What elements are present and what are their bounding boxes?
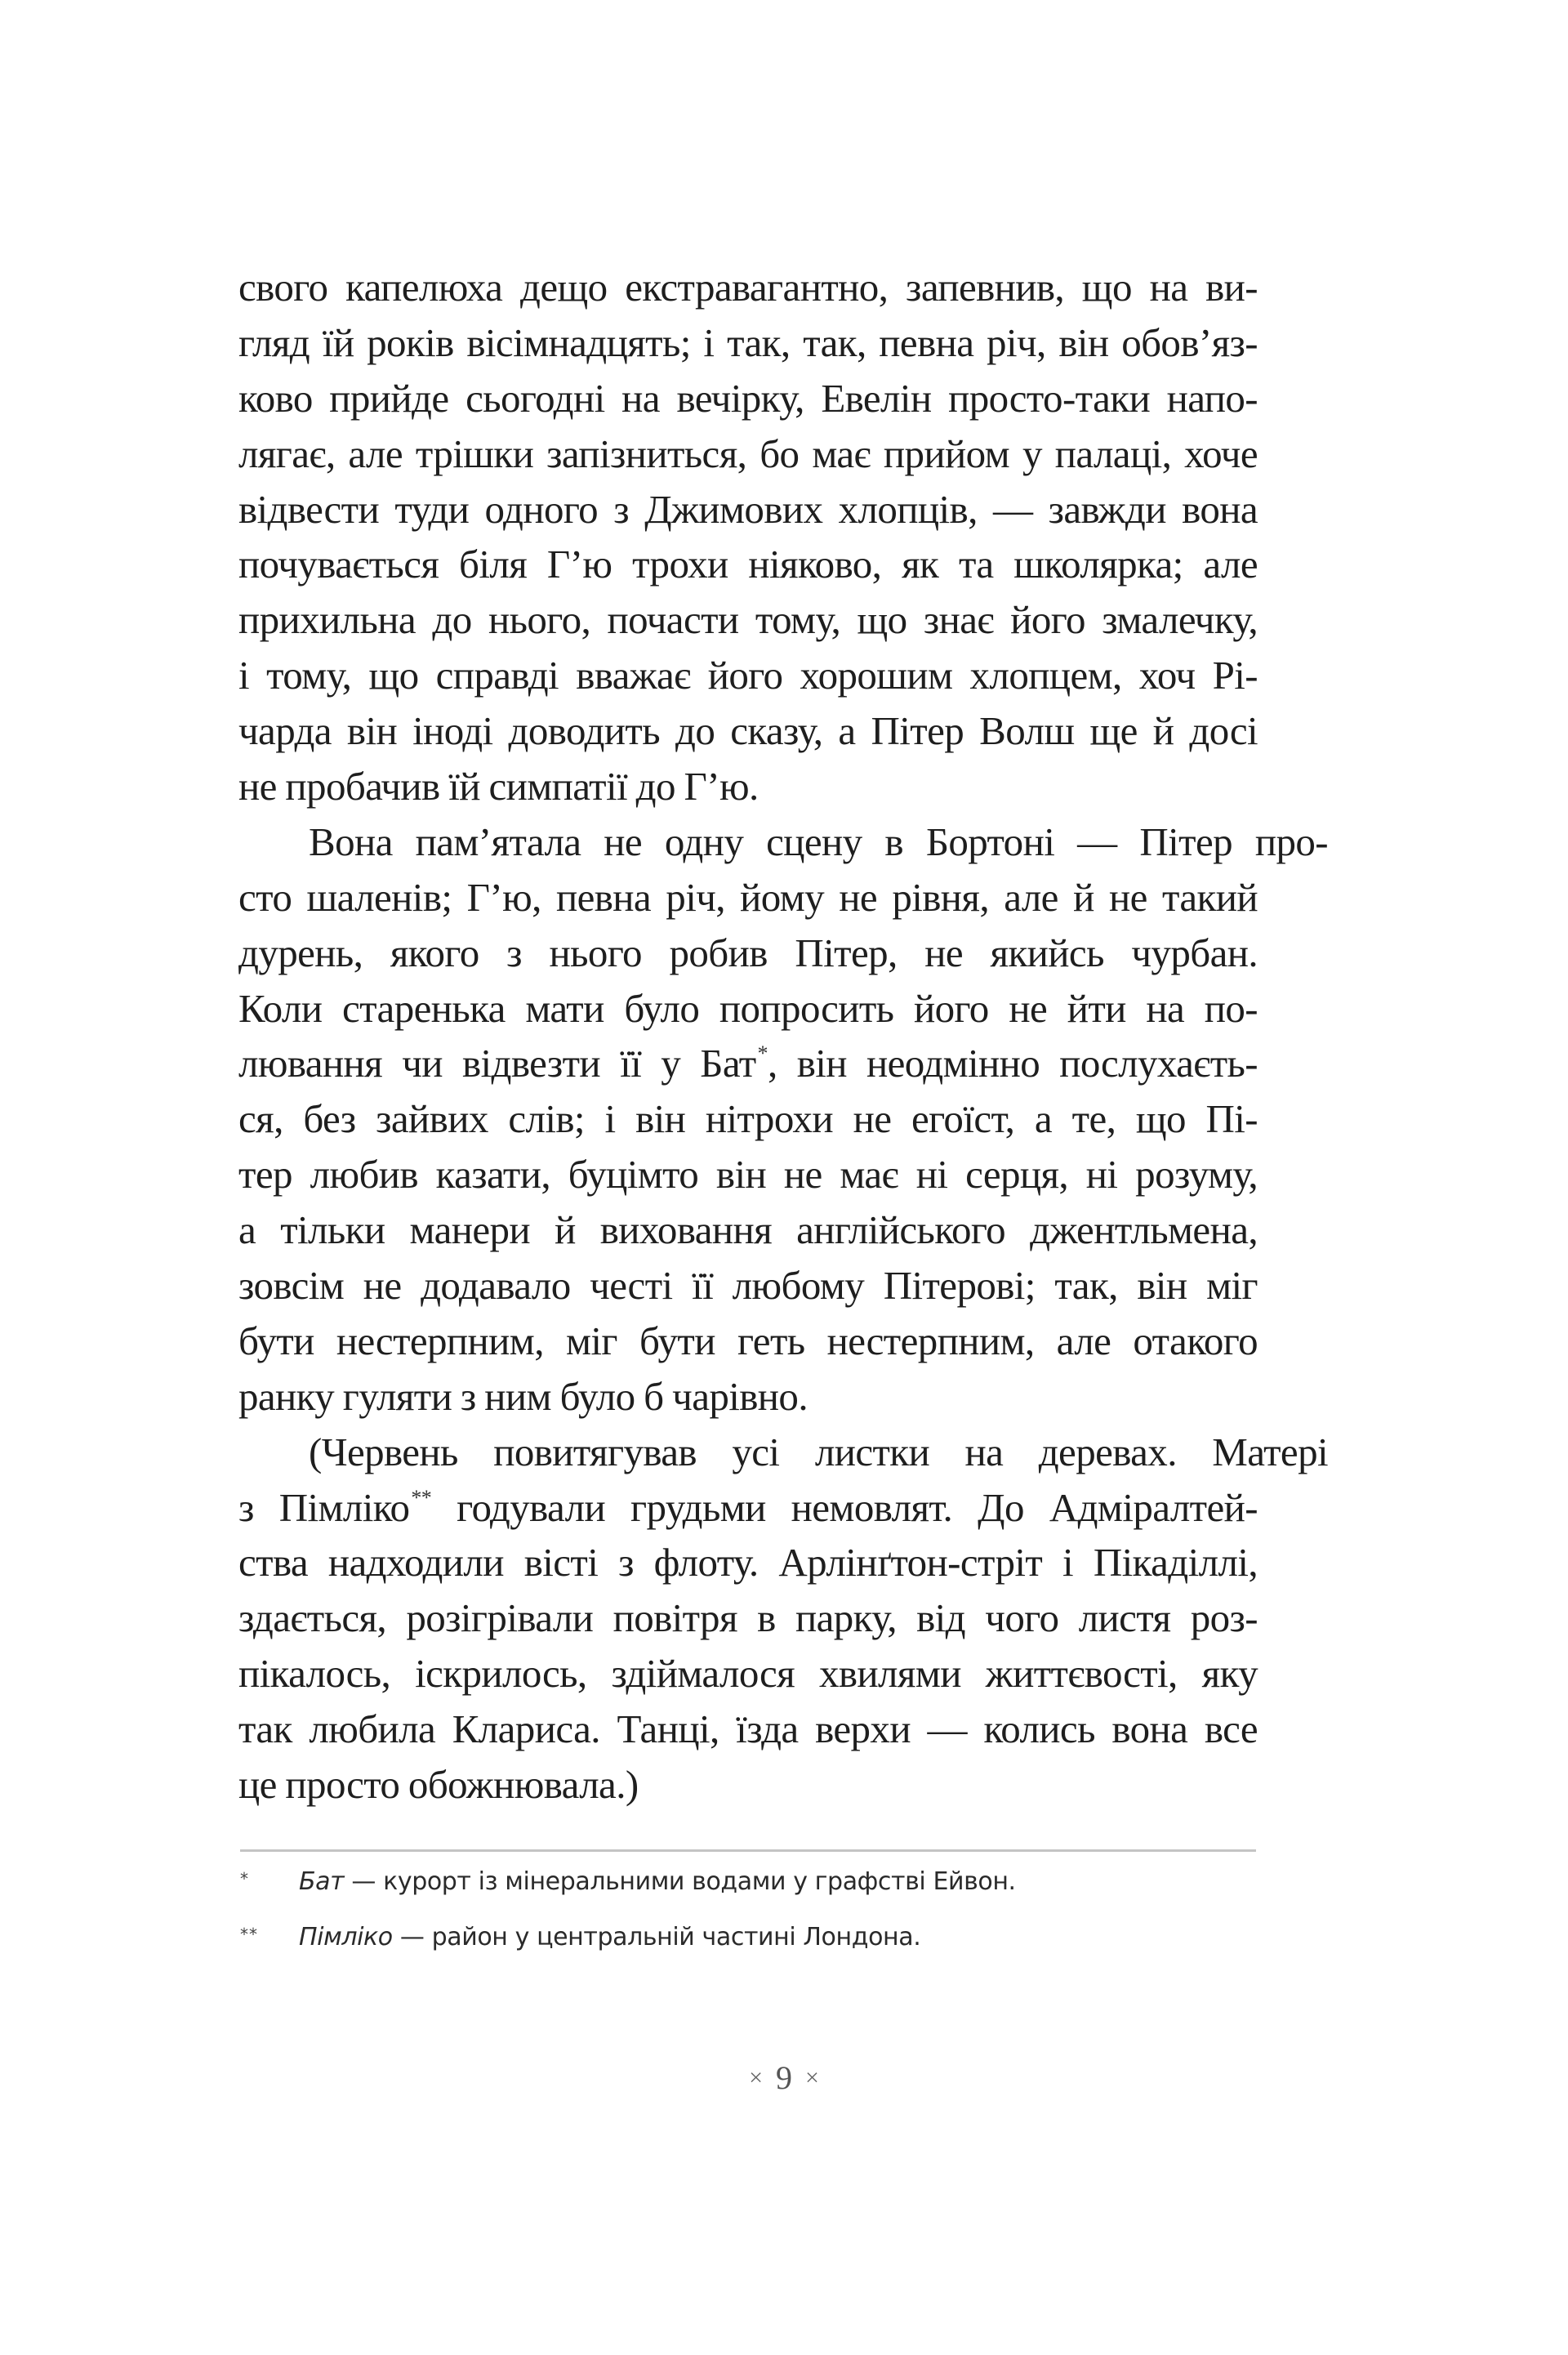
page-number xyxy=(0,2058,1568,2097)
text-line: (Червень повитягував усі листки на деревах. Матері xyxy=(309,1429,1328,1474)
footnote-definition: — курорт із мінеральними водами у графстві Ейвон. xyxy=(344,1867,1016,1896)
paragraph-3 xyxy=(238,1425,1328,1813)
text-line: не пробачив їй симпатії до Г’ю. xyxy=(238,764,759,810)
text-line xyxy=(238,1480,1258,1536)
text-line: це просто обожнювала.) xyxy=(238,1762,639,1808)
text-line: тер любив казати, буцімто він не має ні серця, ні розуму, xyxy=(238,1152,1258,1198)
text-line: і тому, що справді вважає його хорошим хлопцем, хоч Рі- xyxy=(238,653,1258,698)
text-line: бути нестерпним, міг бути геть нестерпним, але отакого xyxy=(238,1318,1258,1363)
footnote-divider xyxy=(240,1849,1256,1852)
text-line: почувається біля Г’ю трохи ніяково, як та школярка; але xyxy=(238,542,1258,587)
text-segment: , він неодмінно послухаєть- xyxy=(767,1041,1258,1086)
text-line: ранку гуляти з ним було б чарівно. xyxy=(238,1373,808,1419)
text-line: сто шаленів; Г’ю, певна річ, йому не рівня, але й не такий xyxy=(238,874,1258,920)
footnote-text xyxy=(299,1864,1016,1900)
text-segment: лювання чи відвезти її у Бат xyxy=(238,1041,756,1086)
text-line: здається, розігрівали повітря в парку, від чого листя роз- xyxy=(238,1595,1258,1641)
text-line: відвести туди одного з Джимових хлопців, — завжди вона xyxy=(238,486,1258,532)
footnote-marker: * xyxy=(240,1869,249,1889)
footnote-term: Бат xyxy=(299,1867,345,1896)
footnote-ref-1[interactable]: * xyxy=(757,1041,768,1066)
text-line xyxy=(238,1036,1258,1091)
text-line: прихильна до нього, почасти тому, що знає його змалечку, xyxy=(238,597,1258,643)
text-line: Вона пам’ятала не одну сцену в Бортоні — Пітер про- xyxy=(309,818,1328,864)
text-line: зовсім не додавало честі її любому Пітерові; так, він міг xyxy=(238,1263,1258,1309)
text-line: дурень, якого з нього робив Пітер, не якийсь чурбан. xyxy=(238,930,1258,975)
footnote-definition: — район у центральній частині Лондона. xyxy=(392,1923,921,1951)
text-line: ково прийде сьогодні на вечірку, Евелін просто-таки напо- xyxy=(238,375,1258,421)
footnote-ref-2[interactable]: ** xyxy=(411,1485,432,1510)
text-line: лягає, але трішки запізниться, бо має прийом у палаці, хоче xyxy=(238,430,1258,476)
ornament-right-icon: × xyxy=(805,2064,819,2091)
footnotes xyxy=(240,1864,1256,1975)
text-line: так любила Клариса. Танці, їзда верхи — колись вона все xyxy=(238,1706,1258,1752)
text-segment: годували грудьми немовлят. До Адміралтей- xyxy=(431,1484,1258,1530)
text-line: ся, без зайвих слів; і він нітрохи не егоїст, а те, що Пі- xyxy=(238,1096,1258,1142)
text-line: Коли старенька мати було попросить його не йти на по- xyxy=(238,985,1258,1031)
text-line: а тільки манери й виховання англійського джентльмена, xyxy=(238,1207,1258,1253)
text-line: пікалось, іскрилось, здіймалося хвилями життєвості, яку xyxy=(238,1651,1258,1697)
text-segment: з Пімліко xyxy=(238,1484,410,1530)
body-text xyxy=(238,260,1328,1813)
text-line: чарда він іноді доводить до сказу, а Пітер Волш ще й досі xyxy=(238,708,1258,754)
footnote-1 xyxy=(240,1864,1256,1920)
paragraph-1 xyxy=(238,260,1258,814)
paragraph-2 xyxy=(238,814,1328,1425)
text-line: ства надходили вісті з флоту. Арлінґтон-стріт і Пікаділлі, xyxy=(238,1540,1258,1586)
text-line: гляд їй років вісімнадцять; і так, так, певна річ, він обов’яз- xyxy=(238,319,1258,365)
footnote-marker: ** xyxy=(240,1925,258,1944)
page-number-value: 9 xyxy=(776,2059,792,2096)
footnote-text xyxy=(299,1920,920,1956)
footnote-term: Пімліко xyxy=(299,1923,393,1951)
footnote-2 xyxy=(240,1920,1256,1975)
ornament-left-icon: × xyxy=(749,2064,763,2091)
text-line: свого капелюха дещо екстравагантно, запевнив, що на ви- xyxy=(238,265,1258,310)
